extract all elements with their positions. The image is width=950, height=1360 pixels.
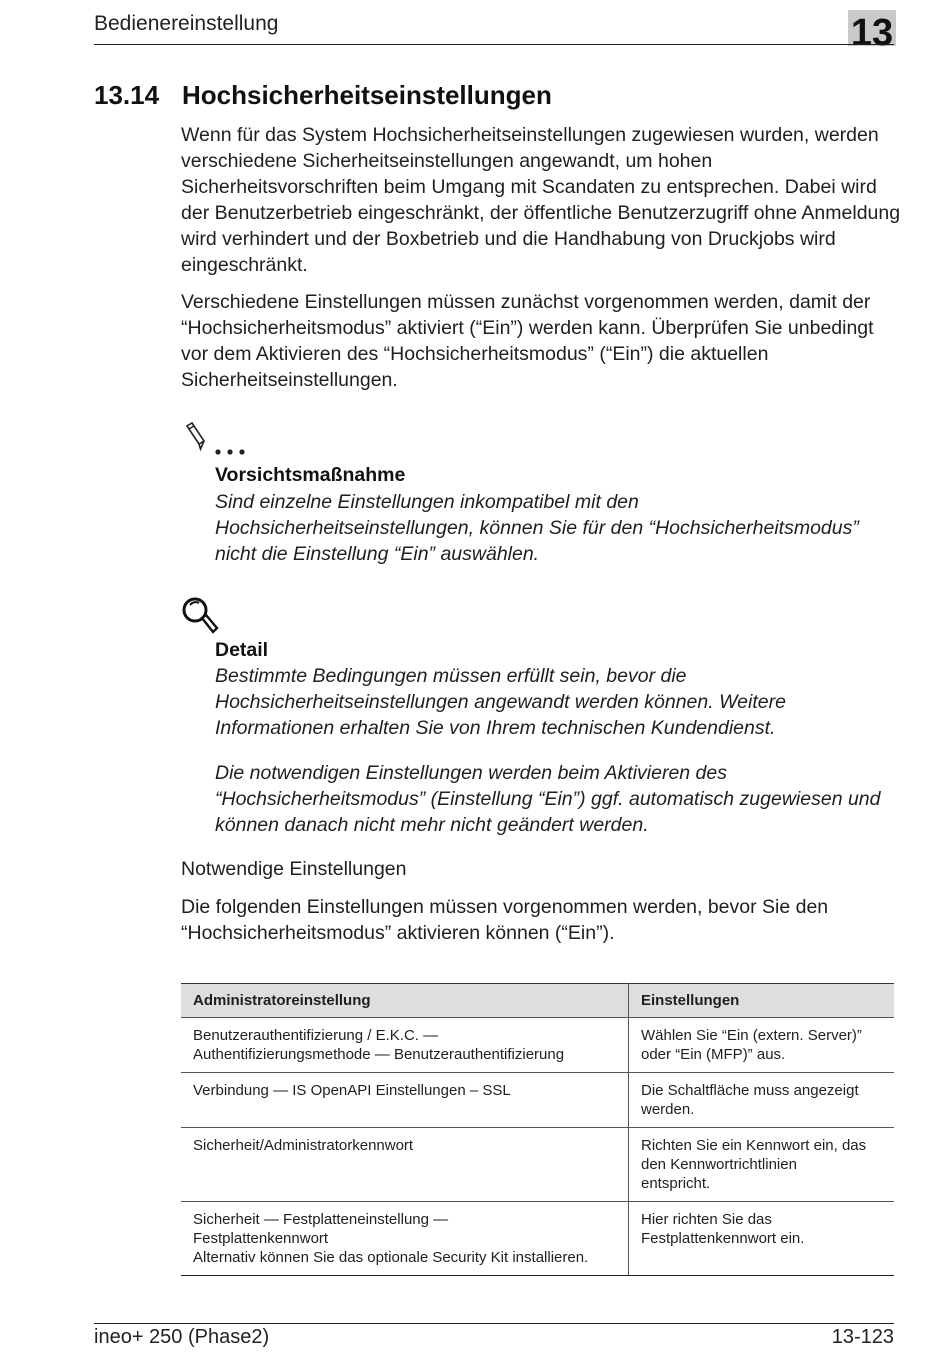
table-row [181,1073,894,1128]
cell-line: Festplattenkennwort ein. [641,1230,805,1247]
prerequisite-paragraph: Verschiedene Einstellungen müssen zunächst vorgenommen werden, damit der “Hochsicherheitsmodus” aktiviert (“Ein”) werden kann. Überprüfen Sie unbedingt vor dem Aktivieren des “Hochsicherheitsmodus” (“Ein”) die aktuellen Sicherheitseinstellungen. [181,291,874,391]
caution-label: Vorsichtsmaßnahme [215,464,406,486]
required-settings-intro: Die folgenden Einstellungen müssen vorgenommen werden, bevor Sie den “Hochsicherheitsmodus” aktivieren können (“Ein”). [181,896,829,944]
setting-cell [629,1202,895,1276]
caution-text: Sind einzelne Einstellungen inkompatibel mit den Hochsicherheitseinstellungen, können Sie für den “Hochsicherheitsmodus” nicht die Einstellung “Ein” auswählen. [215,491,859,565]
table-row [181,1202,894,1276]
footer-rule [94,1323,894,1324]
cell-line: Wählen Sie “Ein (extern. Server)” [641,1027,862,1044]
section-number: 13.14 [94,80,160,110]
cell-line: werden. [641,1101,695,1118]
cell-line: Alternativ können Sie das optionale Security Kit installieren. [193,1249,589,1266]
required-settings-heading: Notwendige Einstellungen [181,858,407,880]
cell-line: Festplattenkennwort [193,1230,329,1247]
chapter-number: 13 [850,12,894,54]
admin-cell [181,1018,629,1073]
cell-line: Verbindung — IS OpenAPI Einstellungen – SSL [193,1082,511,1099]
magnifier-icon [181,596,221,636]
column-header-settings: Einstellungen [629,984,895,1018]
running-header-title: Bedienereinstellung [94,12,279,35]
footer-page-number: 13-123 [831,1326,894,1348]
intro-paragraph: Wenn für das System Hochsicherheitseinstellungen zugewiesen wurden, werden verschiedene Sicherheitseinstellungen angewandt, um hohen Sicherheitsvorschriften beim Umgang mit Scandaten zu entsprechen. Dabei wird der Benutzerbetrieb eingeschränkt, der öffentliche Benutzerzugriff ohne Anmeldung wird verhindert und der Boxbetrieb und die Handhabung von Druckjobs wird eingeschränkt. [181,124,901,276]
detail-label: Detail [215,639,269,661]
cell-line: Hier richten Sie das [641,1211,772,1228]
section-title: Hochsicherheitseinstellungen [182,80,552,110]
cell-line: Sicherheit/Administratorkennwort [193,1137,414,1154]
header-rule [94,44,894,45]
cell-line: oder “Ein (MFP)” aus. [641,1046,786,1063]
footer-product: ineo+ 250 (Phase2) [94,1326,270,1348]
column-header-admin: Administratoreinstellung [181,984,629,1018]
admin-cell [181,1202,629,1276]
cell-line: Richten Sie ein Kennwort ein, das [641,1137,867,1154]
setting-cell [629,1018,895,1073]
section-heading [94,80,552,111]
detail-text-2: Die notwendigen Einstellungen werden beim Aktivieren des “Hochsicherheitsmodus” (Einstellung “Ein”) ggf. automatisch zugewiesen und können danach nicht mehr nicht geändert werden. [215,762,881,836]
cell-line: den Kennwortrichtlinien [641,1156,797,1173]
setting-cell [629,1128,895,1202]
admin-cell [181,1073,629,1128]
table-row [181,1018,894,1073]
setting-cell [629,1073,895,1128]
pencil-note-icon [183,420,253,460]
admin-cell [181,1128,629,1202]
cell-line: Die Schaltfläche muss angezeigt [641,1082,859,1099]
cell-line: Authentifizierungsmethode — Benutzerauthentifizierung [193,1046,565,1063]
settings-table [181,983,894,1276]
table-row [181,1128,894,1202]
table-header-row [181,984,894,1018]
cell-line: Sicherheit — Festplatteneinstellung — [193,1211,449,1228]
cell-line: Benutzerauthentifizierung / E.K.C. — [193,1027,439,1044]
detail-text-1: Bestimmte Bedingungen müssen erfüllt sein, bevor die Hochsicherheitseinstellungen angewandt werden können. Weitere Informationen erhalten Sie von Ihrem technischen Kundendienst. [215,665,786,739]
cell-line: entspricht. [641,1175,711,1192]
